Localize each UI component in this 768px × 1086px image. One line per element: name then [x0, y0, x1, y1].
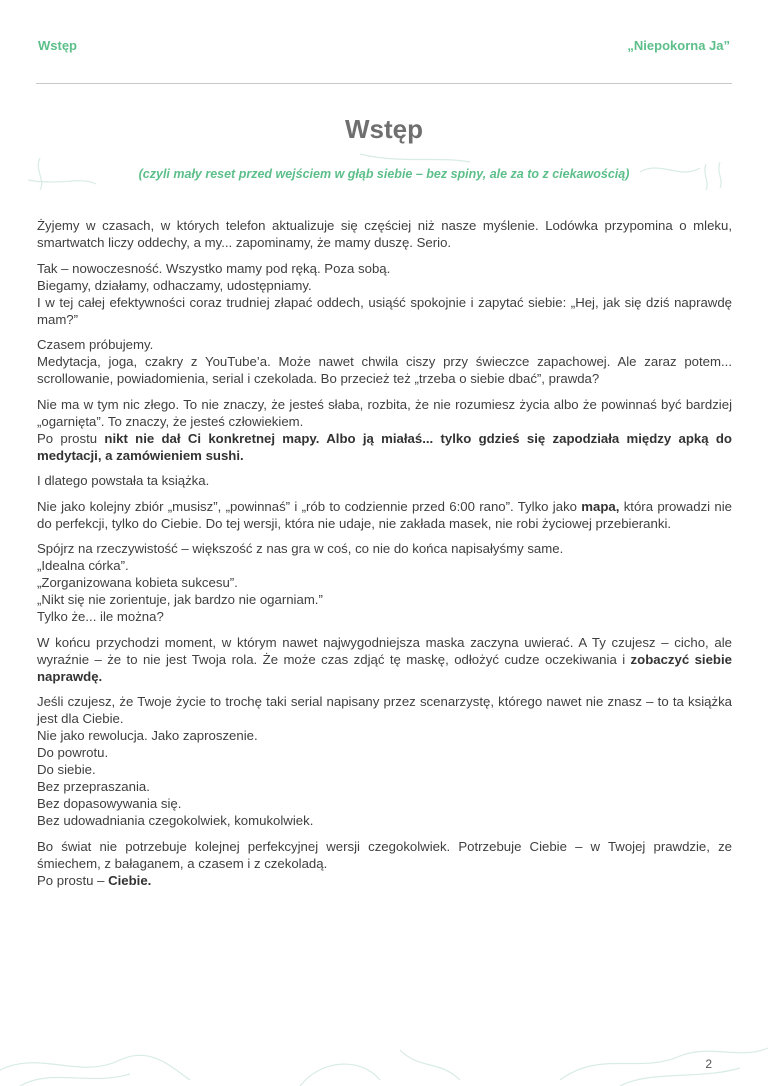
text-run: W końcu przychodzi moment, w którym nawet najwygodniejsza maska zaczyna uwierać. A Ty czujesz – cicho, ale wyraźnie – że to nie jest Twoja rola. Że może czas zdjąć tę maskę, odłożyć cudze oczekiwania i	[37, 634, 732, 667]
page-number: 2	[705, 1057, 712, 1071]
paragraph-line: Bo świat nie potrzebuje kolejnej perfekcyjnej wersji czegokolwiek. Potrzebuje Ciebie – w Twojej prawdzie, ze śmiechem, z bałaganem, a czasem i z czekoladą.	[37, 838, 732, 871]
paragraph-line: Tak – nowoczesność. Wszystko mamy pod ręką. Poza sobą.	[37, 260, 391, 276]
paragraph-line: Biegamy, działamy, odhaczamy, udostępniamy.	[37, 277, 312, 293]
paragraph-line: Nie jako rewolucja. Jako zaproszenie.	[37, 728, 258, 743]
paragraph-1: Żyjemy w czasach, w których telefon aktualizuje się częściej niż nasze myślenie. Lodówka przypomina o mleku, smartwatch liczy oddechy, a my... zapominamy, że mamy duszę. Serio.	[37, 218, 732, 250]
paragraph-7	[37, 540, 732, 625]
paragraph-line: Medytacja, joga, czakry z YouTube’a. Może nawet chwila ciszy przy świeczce zapachowej. Ale zaraz potem... scrollowanie, powiadomienia, serial i czekolada. Bo przecież też „trzeba o siebie dbać”, prawda?	[37, 354, 732, 386]
footer-decoration	[0, 1010, 768, 1086]
paragraph-5: I dlatego powstała ta książka.	[37, 473, 210, 488]
page-subtitle: (czyli mały reset przed wejściem w głąb siebie – bez spiny, ale za to z ciekawością)	[138, 167, 630, 181]
paragraph-line	[37, 872, 732, 889]
paragraph-8	[37, 634, 732, 685]
bold-text: mapa,	[581, 498, 620, 514]
paragraph-2	[37, 260, 732, 328]
paragraph-line: I w tej całej efektywności coraz trudniej złapać oddech, usiąść spokojnie i zapytać siebie: „Hej, jak się dziś naprawdę mam?”	[37, 294, 732, 327]
body-text	[37, 217, 732, 897]
paragraph-6	[37, 498, 732, 532]
paragraph-line: Bez udowadniania czegokolwiek, komukolwiek.	[37, 813, 314, 828]
paragraph-line: „Idealna córka”.	[37, 558, 129, 573]
paragraph-line: Bez przepraszania.	[37, 779, 150, 794]
paragraph-line: „Nikt się nie zorientuje, jak bardzo nie ogarniam.”	[37, 592, 323, 607]
text-run: Po prostu	[37, 430, 105, 446]
bold-text: Ciebie.	[108, 872, 152, 888]
text-run: Po prostu –	[37, 872, 109, 888]
bold-text: nikt nie dał Ci konkretnej mapy. Albo ją miałaś... tylko gdzieś się zapodziała między apką do medytacji, a zamówieniem sushi.	[37, 430, 732, 463]
paragraph-line: Do powrotu.	[37, 745, 109, 760]
paragraph-line: Jeśli czujesz, że Twoje życie to trochę taki serial napisany przez scenarzystę, którego nawet nie znasz – to ta książka jest dla Ciebie.	[37, 694, 732, 726]
paragraph-line: Spójrz na rzeczywistość – większość z nas gra w coś, co nie do końca napisałyśmy same.	[37, 541, 564, 556]
header-right-title: „Niepokorna Ja”	[627, 38, 730, 53]
paragraph-line	[37, 430, 732, 464]
paragraph-line: Czasem próbujemy.	[37, 337, 154, 352]
paragraph-4	[37, 396, 732, 464]
text-run: Nie jako kolejny zbiór „musisz”, „powinnaś” i „rób to codziennie przed 6:00 rano”. Tylko jako	[37, 498, 582, 514]
paragraph-10	[37, 838, 732, 889]
page-title: Wstęp	[345, 114, 423, 144]
paragraph-line: Tylko że... ile można?	[37, 609, 164, 624]
paragraph-9	[37, 693, 732, 829]
paragraph-line: Do siebie.	[37, 762, 96, 777]
bold-text: zobaczyć siebie naprawdę.	[37, 651, 732, 684]
paragraph-line: Nie ma w tym nic złego. To nie znaczy, że jesteś słaba, rozbita, że nie rozumiesz życia albo że powinnaś być bardziej „ogarnięta”. To znaczy, że jesteś człowiekiem.	[37, 396, 732, 429]
paragraph-line: „Zorganizowana kobieta sukcesu”.	[37, 575, 238, 590]
paragraph-line: Bez dopasowywania się.	[37, 796, 182, 811]
text-run: która prowadzi nie do perfekcji, tylko do Ciebie. Do tej wersji, która nie udaje, nie zakłada masek, nie robi życiowej przebieranki.	[37, 498, 732, 531]
header-divider	[36, 83, 732, 84]
paragraph-3	[37, 336, 732, 387]
header-left-title: Wstęp	[38, 38, 77, 53]
